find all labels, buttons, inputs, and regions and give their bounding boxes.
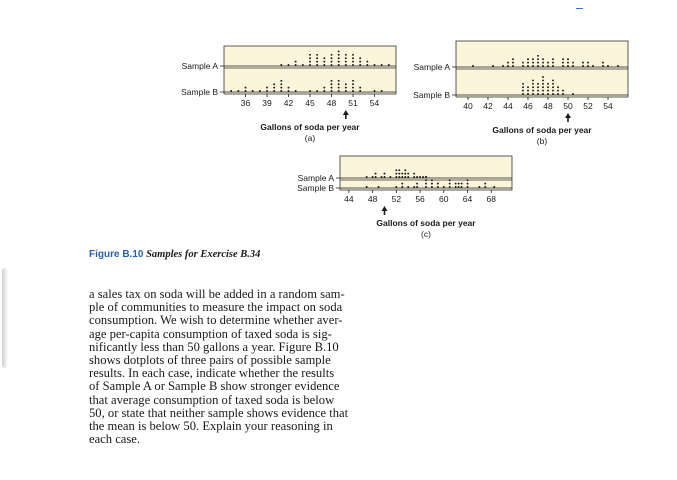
reference-arrow bbox=[565, 113, 571, 122]
data-dot bbox=[512, 62, 514, 64]
data-dot bbox=[295, 64, 297, 66]
data-dot bbox=[395, 169, 397, 171]
data-dot bbox=[502, 65, 504, 67]
text-line: shows dotplots of three pairs of possible sample bbox=[89, 353, 331, 368]
sample-a-label: Sample A bbox=[297, 173, 334, 183]
data-dot bbox=[280, 87, 282, 89]
data-dot bbox=[552, 65, 554, 67]
data-dot bbox=[338, 90, 340, 92]
dotplot-b bbox=[396, 33, 636, 146]
figure-label: Figure B.10 bbox=[89, 249, 144, 260]
data-dot bbox=[230, 90, 232, 92]
figure-caption-text: Samples for Exercise B.34 bbox=[146, 249, 261, 260]
data-dot bbox=[359, 87, 361, 89]
text-line: nificantly less than 50 gallons a year. Figure B.10 bbox=[89, 339, 339, 354]
data-dot bbox=[547, 65, 549, 67]
data-dot bbox=[512, 58, 514, 60]
data-dot bbox=[375, 176, 377, 178]
data-dot bbox=[587, 62, 589, 64]
text-line: ple of communities to measure the impact on soda bbox=[89, 300, 343, 315]
data-dot bbox=[359, 61, 361, 63]
data-dot bbox=[562, 93, 564, 95]
data-dot bbox=[359, 64, 361, 66]
data-dot bbox=[413, 176, 415, 178]
data-dot bbox=[562, 65, 564, 67]
data-dot bbox=[458, 183, 460, 185]
data-dot bbox=[288, 87, 290, 89]
text-line: age per-capita consumption of taxed soda is sig- bbox=[89, 326, 332, 341]
page-edge-shadow bbox=[2, 268, 8, 368]
text-line: the mean is below 50. Explain your reasoning in bbox=[89, 419, 333, 434]
data-dot bbox=[431, 179, 433, 181]
data-dot bbox=[316, 64, 318, 66]
data-dot bbox=[395, 186, 397, 188]
data-dot bbox=[532, 90, 534, 92]
data-dot bbox=[582, 65, 584, 67]
data-dot bbox=[345, 87, 347, 89]
data-dot bbox=[492, 65, 494, 67]
data-dot bbox=[302, 64, 304, 66]
data-dot bbox=[542, 90, 544, 92]
data-dot bbox=[338, 64, 340, 66]
data-dot bbox=[567, 58, 569, 60]
data-dot bbox=[381, 176, 383, 178]
text-line: results. In each case, indicate whether the results bbox=[89, 366, 335, 381]
data-dot bbox=[331, 80, 333, 82]
data-dot bbox=[532, 79, 534, 81]
data-dot bbox=[345, 54, 347, 56]
data-dot bbox=[331, 54, 333, 56]
data-dot bbox=[359, 90, 361, 92]
data-dot bbox=[522, 62, 524, 64]
data-dot bbox=[522, 93, 524, 95]
data-dot bbox=[331, 83, 333, 85]
data-dot bbox=[398, 169, 400, 171]
tick-label: 36 bbox=[240, 98, 251, 108]
data-dot bbox=[395, 173, 397, 175]
data-dot bbox=[338, 80, 340, 82]
data-dot bbox=[443, 186, 445, 188]
data-dot bbox=[437, 186, 439, 188]
data-dot bbox=[381, 64, 383, 66]
data-dot bbox=[431, 186, 433, 188]
data-dot bbox=[537, 83, 539, 85]
data-dot bbox=[388, 64, 390, 66]
data-dot bbox=[582, 62, 584, 64]
data-dot bbox=[532, 62, 534, 64]
data-dot bbox=[345, 57, 347, 59]
data-dot bbox=[345, 64, 347, 66]
data-dot bbox=[352, 90, 354, 92]
data-dot bbox=[323, 87, 325, 89]
data-dot bbox=[280, 90, 282, 92]
data-dot bbox=[532, 58, 534, 60]
data-dot bbox=[431, 183, 433, 185]
data-dot bbox=[547, 93, 549, 95]
data-dot bbox=[547, 90, 549, 92]
data-dot bbox=[425, 179, 427, 181]
data-dot bbox=[338, 83, 340, 85]
data-dot bbox=[449, 186, 451, 188]
data-dot bbox=[384, 173, 386, 175]
data-dot bbox=[527, 58, 529, 60]
data-dot bbox=[522, 65, 524, 67]
tick-label: 46 bbox=[523, 101, 533, 111]
data-dot bbox=[309, 64, 311, 66]
data-dot bbox=[572, 65, 574, 67]
data-dot bbox=[338, 57, 340, 59]
tick-label: 42 bbox=[483, 101, 493, 111]
data-dot bbox=[309, 90, 311, 92]
data-dot bbox=[461, 186, 463, 188]
data-dot bbox=[352, 64, 354, 66]
data-dot bbox=[422, 176, 424, 178]
data-dot bbox=[316, 90, 318, 92]
plot-area bbox=[224, 46, 396, 94]
tick-label: 60 bbox=[439, 194, 449, 204]
tick-label: 40 bbox=[463, 101, 473, 111]
data-dot bbox=[572, 93, 574, 95]
data-dot bbox=[273, 83, 275, 85]
data-dot bbox=[455, 186, 457, 188]
text-line: that average consumption of taxed soda is below bbox=[89, 392, 335, 407]
data-dot bbox=[338, 50, 340, 52]
data-dot bbox=[537, 62, 539, 64]
data-dot bbox=[537, 93, 539, 95]
data-dot bbox=[280, 83, 282, 85]
dotplot-c bbox=[280, 148, 520, 250]
data-dot bbox=[331, 61, 333, 63]
data-dot bbox=[425, 176, 427, 178]
data-dot bbox=[552, 83, 554, 85]
data-dot bbox=[245, 87, 247, 89]
data-dot bbox=[547, 62, 549, 64]
figure-caption bbox=[89, 249, 260, 260]
data-dot bbox=[352, 83, 354, 85]
data-dot bbox=[416, 183, 418, 185]
data-dot bbox=[537, 65, 539, 67]
x-axis-label: Gallons of soda per year bbox=[376, 218, 476, 228]
tick-label: 48 bbox=[543, 101, 553, 111]
data-dot bbox=[527, 90, 529, 92]
panel-label: (b) bbox=[536, 136, 548, 146]
data-dot bbox=[316, 57, 318, 59]
data-dot bbox=[366, 176, 368, 178]
data-dot bbox=[467, 183, 469, 185]
data-dot bbox=[404, 176, 406, 178]
data-dot bbox=[413, 186, 415, 188]
data-dot bbox=[507, 62, 509, 64]
tick-label: 48 bbox=[367, 194, 378, 204]
data-dot bbox=[572, 62, 574, 64]
data-dot bbox=[527, 86, 529, 88]
data-dot bbox=[338, 54, 340, 56]
data-dot bbox=[404, 173, 406, 175]
data-dot bbox=[532, 93, 534, 95]
data-dot bbox=[323, 57, 325, 59]
corner-mark bbox=[576, 8, 583, 9]
data-dot bbox=[398, 176, 400, 178]
sample-b-label: Sample B bbox=[181, 87, 218, 97]
data-dot bbox=[425, 183, 427, 185]
data-dot bbox=[552, 86, 554, 88]
data-dot bbox=[237, 90, 239, 92]
data-dot bbox=[542, 58, 544, 60]
data-dot bbox=[592, 65, 594, 67]
data-dot bbox=[288, 90, 290, 92]
sample-b-label: Sample B bbox=[297, 183, 334, 193]
text-line: of Sample A or Sample B show stronger evidence bbox=[89, 379, 340, 394]
data-dot bbox=[537, 55, 539, 57]
plot-area bbox=[340, 156, 512, 190]
data-dot bbox=[338, 87, 340, 89]
data-dot bbox=[259, 90, 261, 92]
data-dot bbox=[537, 90, 539, 92]
data-dot bbox=[542, 65, 544, 67]
tick-label: 39 bbox=[262, 98, 272, 108]
tick-label: 52 bbox=[391, 194, 402, 204]
data-dot bbox=[552, 93, 554, 95]
exercise-text bbox=[89, 288, 389, 446]
data-dot bbox=[381, 90, 383, 92]
data-dot bbox=[437, 183, 439, 185]
data-dot bbox=[352, 80, 354, 82]
data-dot bbox=[567, 65, 569, 67]
data-dot bbox=[512, 65, 514, 67]
data-dot bbox=[407, 173, 409, 175]
data-dot bbox=[323, 64, 325, 66]
data-dot bbox=[567, 62, 569, 64]
data-dot bbox=[467, 179, 469, 181]
tick-label: 45 bbox=[305, 98, 315, 108]
data-dot bbox=[527, 93, 529, 95]
data-dot bbox=[419, 176, 421, 178]
data-dot bbox=[484, 183, 486, 185]
data-dot bbox=[542, 86, 544, 88]
data-dot bbox=[359, 57, 361, 59]
reference-arrow bbox=[343, 110, 349, 119]
data-dot bbox=[562, 90, 564, 92]
data-dot bbox=[401, 176, 403, 178]
data-dot bbox=[461, 183, 463, 185]
tick-label: 44 bbox=[503, 101, 513, 111]
data-dot bbox=[323, 61, 325, 63]
data-dot bbox=[384, 176, 386, 178]
data-dot bbox=[522, 90, 524, 92]
data-dot bbox=[527, 62, 529, 64]
data-dot bbox=[522, 86, 524, 88]
data-dot bbox=[542, 76, 544, 78]
data-dot bbox=[280, 80, 282, 82]
data-dot bbox=[252, 90, 254, 92]
data-dot bbox=[366, 61, 368, 63]
data-dot bbox=[331, 90, 333, 92]
data-dot bbox=[493, 186, 495, 188]
data-dot bbox=[532, 65, 534, 67]
data-dot bbox=[478, 186, 480, 188]
tick-label: 56 bbox=[415, 194, 425, 204]
data-dot bbox=[537, 58, 539, 60]
data-dot bbox=[562, 62, 564, 64]
tick-label: 52 bbox=[583, 101, 593, 111]
data-dot bbox=[467, 186, 469, 188]
data-dot bbox=[366, 64, 368, 66]
data-dot bbox=[266, 90, 268, 92]
data-dot bbox=[542, 62, 544, 64]
data-dot bbox=[416, 186, 418, 188]
text-line: consumption. We wish to determine whether aver- bbox=[89, 313, 343, 328]
tick-label: 68 bbox=[486, 194, 496, 204]
data-dot bbox=[295, 61, 297, 63]
data-dot bbox=[374, 90, 376, 92]
tick-label: 44 bbox=[344, 194, 354, 204]
data-dot bbox=[395, 176, 397, 178]
text-line: a sales tax on soda will be added in a random sam- bbox=[89, 287, 345, 301]
data-dot bbox=[557, 90, 559, 92]
data-dot bbox=[617, 65, 619, 67]
data-dot bbox=[557, 93, 559, 95]
tick-label: 51 bbox=[348, 98, 358, 108]
data-dot bbox=[547, 83, 549, 85]
data-dot bbox=[425, 186, 427, 188]
data-dot bbox=[449, 179, 451, 181]
tick-label: 54 bbox=[603, 101, 613, 111]
data-dot bbox=[366, 186, 368, 188]
data-dot bbox=[295, 90, 297, 92]
data-dot bbox=[280, 64, 282, 66]
data-dot bbox=[404, 169, 406, 171]
data-dot bbox=[338, 61, 340, 63]
data-dot bbox=[389, 176, 391, 178]
tick-label: 64 bbox=[462, 194, 473, 204]
data-dot bbox=[245, 90, 247, 92]
data-dot bbox=[323, 90, 325, 92]
data-dot bbox=[472, 65, 474, 67]
data-dot bbox=[331, 64, 333, 66]
data-dot bbox=[352, 57, 354, 59]
data-dot bbox=[345, 90, 347, 92]
data-dot bbox=[458, 186, 460, 188]
data-dot bbox=[527, 65, 529, 67]
panel-label: (c) bbox=[421, 229, 431, 239]
data-dot bbox=[532, 83, 534, 85]
data-dot bbox=[266, 87, 268, 89]
data-dot bbox=[552, 58, 554, 60]
data-dot bbox=[522, 83, 524, 85]
data-dot bbox=[507, 65, 509, 67]
sample-a-label: Sample A bbox=[181, 61, 218, 71]
data-dot bbox=[273, 87, 275, 89]
data-dot bbox=[547, 86, 549, 88]
data-dot bbox=[352, 87, 354, 89]
data-dot bbox=[288, 64, 290, 66]
data-dot bbox=[378, 186, 380, 188]
data-dot bbox=[552, 90, 554, 92]
data-dot bbox=[352, 61, 354, 63]
data-dot bbox=[416, 176, 418, 178]
data-dot bbox=[273, 90, 275, 92]
data-dot bbox=[537, 86, 539, 88]
data-dot bbox=[345, 83, 347, 85]
data-dot bbox=[401, 183, 403, 185]
sample-b-label: Sample B bbox=[413, 90, 450, 100]
data-dot bbox=[413, 173, 415, 175]
data-dot bbox=[587, 65, 589, 67]
data-dot bbox=[372, 176, 374, 178]
data-dot bbox=[542, 79, 544, 81]
data-dot bbox=[375, 173, 377, 175]
sample-a-label: Sample A bbox=[413, 62, 450, 72]
data-dot bbox=[316, 61, 318, 63]
data-dot bbox=[407, 176, 409, 178]
data-dot bbox=[542, 83, 544, 85]
x-axis-label: Gallons of soda per year bbox=[492, 125, 592, 135]
dotplot-a bbox=[160, 38, 400, 143]
data-dot bbox=[309, 57, 311, 59]
x-axis-label: Gallons of soda per year bbox=[260, 122, 360, 132]
text-line: each case. bbox=[89, 432, 141, 447]
text-line: 50, or state that neither sample shows evidence that bbox=[89, 405, 349, 420]
data-dot bbox=[602, 65, 604, 67]
data-dot bbox=[401, 186, 403, 188]
data-dot bbox=[532, 86, 534, 88]
data-dot bbox=[602, 62, 604, 64]
data-dot bbox=[562, 58, 564, 60]
data-dot bbox=[331, 87, 333, 89]
data-dot bbox=[484, 186, 486, 188]
data-dot bbox=[401, 173, 403, 175]
data-dot bbox=[309, 54, 311, 56]
data-dot bbox=[374, 64, 376, 66]
data-dot bbox=[552, 62, 554, 64]
data-dot bbox=[352, 54, 354, 56]
data-dot bbox=[455, 183, 457, 185]
data-dot bbox=[407, 186, 409, 188]
panel-label: (a) bbox=[304, 133, 316, 143]
reference-arrow bbox=[381, 206, 387, 215]
data-dot bbox=[309, 61, 311, 63]
tick-label: 50 bbox=[563, 101, 573, 111]
data-dot bbox=[557, 86, 559, 88]
data-dot bbox=[316, 54, 318, 56]
tick-label: 42 bbox=[283, 98, 294, 108]
data-dot bbox=[552, 79, 554, 81]
data-dot bbox=[345, 61, 347, 63]
tick-label: 48 bbox=[326, 98, 337, 108]
tick-label: 54 bbox=[369, 98, 380, 108]
data-dot bbox=[398, 173, 400, 175]
data-dot bbox=[449, 183, 451, 185]
data-dot bbox=[331, 57, 333, 59]
data-dot bbox=[542, 93, 544, 95]
data-dot bbox=[607, 65, 609, 67]
